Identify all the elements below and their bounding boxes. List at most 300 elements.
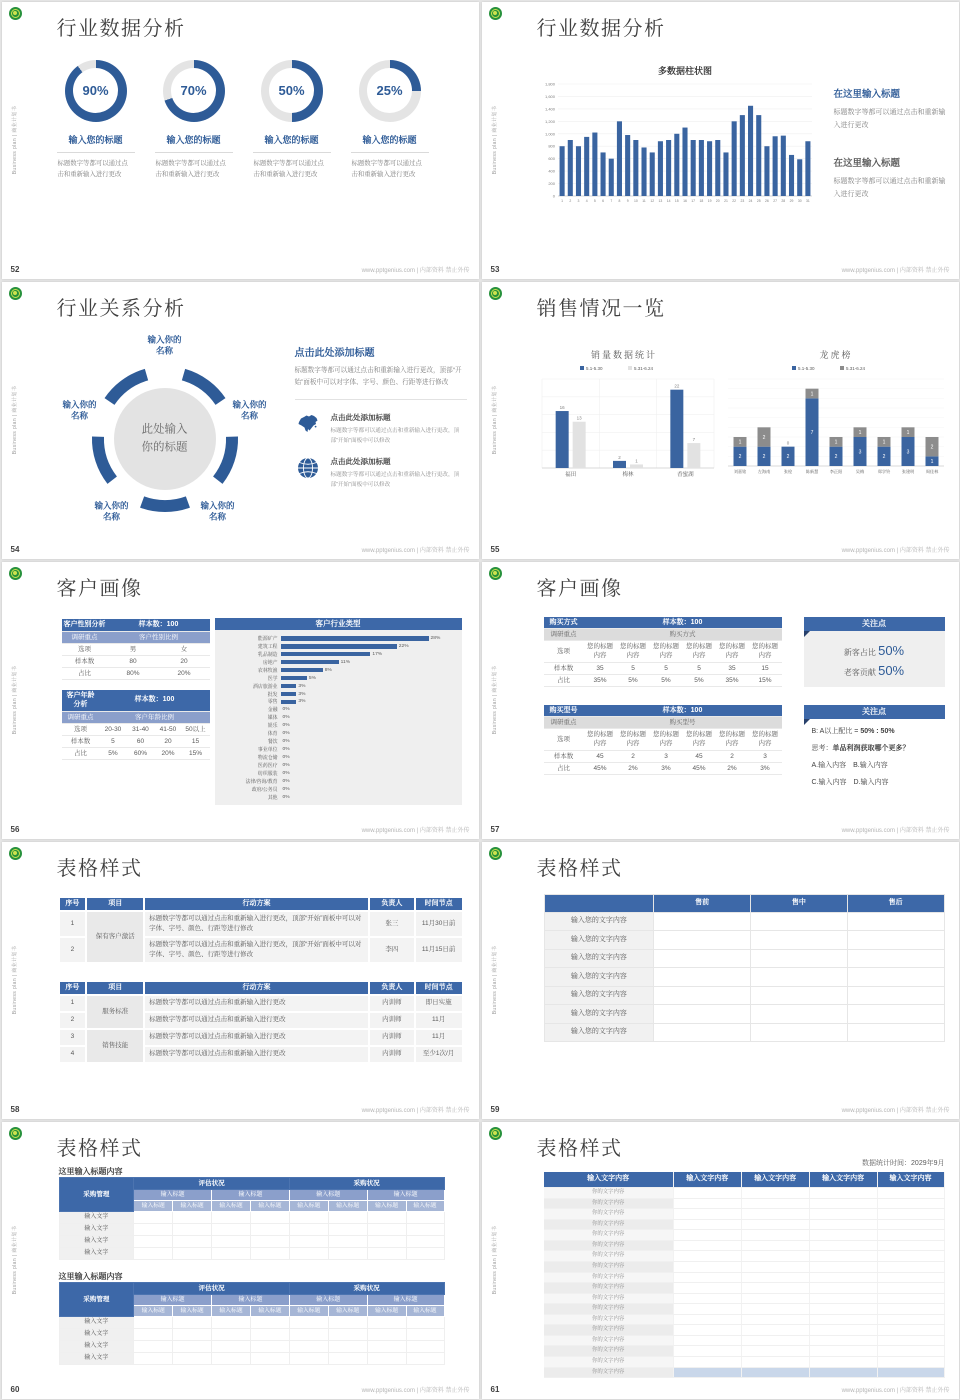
category-label: 餐饮	[267, 740, 278, 746]
table-cell: 输入文字	[59, 1212, 134, 1224]
table-cell	[654, 968, 751, 987]
table-cell	[134, 1248, 173, 1260]
svg-text:1: 1	[906, 429, 909, 436]
table-cell: 您的标题内容	[617, 641, 650, 662]
category-label: 能源矿产	[257, 636, 278, 642]
slide-57-thumbnail[interactable]	[482, 562, 959, 839]
svg-text:龙虎榜: 龙虎榜	[818, 349, 853, 360]
table-cell: 占比	[62, 748, 100, 760]
table-cell: 输入文字	[59, 1248, 134, 1260]
svg-text:28: 28	[780, 198, 785, 203]
svg-text:7: 7	[810, 429, 813, 436]
table-cell: 您的标题内容	[617, 729, 650, 750]
slide-58-thumbnail[interactable]	[2, 842, 479, 1119]
table-cell: 输入您的文字内容	[544, 968, 654, 987]
bar	[674, 133, 679, 195]
value-label: 0%	[282, 755, 290, 761]
svg-text:27: 27	[772, 198, 777, 203]
value-label: 8%	[324, 667, 332, 673]
donut-title: 输入您的标题	[155, 133, 233, 153]
svg-text:1,800: 1,800	[544, 81, 555, 86]
svg-text:1: 1	[882, 439, 885, 446]
table-cell	[134, 1329, 173, 1341]
table-cell	[673, 1209, 741, 1220]
table-cell	[809, 1325, 877, 1336]
page-title: 客户画像	[56, 577, 143, 600]
table-cell	[289, 1224, 328, 1236]
category-label: 事业单位	[257, 748, 278, 754]
wheel-node-label: 输入你的 名称	[62, 399, 97, 421]
table-cell	[741, 1261, 809, 1272]
svg-text:2: 2	[617, 454, 621, 460]
block-heading: 在这里输入标题	[833, 157, 901, 169]
chart-row	[215, 698, 462, 706]
category-label: 物流仓储	[257, 756, 278, 762]
table-cell: 售前	[654, 894, 751, 912]
table-cell: 输入文字	[59, 1317, 134, 1329]
table-cell: 女	[159, 644, 210, 656]
value-label: 3%	[298, 699, 306, 705]
table-cell: 11月15日前	[415, 937, 463, 963]
bar	[764, 146, 769, 196]
bar	[567, 140, 572, 196]
table-cell: 输入标题	[212, 1305, 251, 1316]
table-cell	[741, 1198, 809, 1209]
page-number: 61	[490, 1384, 500, 1394]
table-cell	[328, 1236, 367, 1248]
table-cell: 输入您的文字内容	[544, 912, 654, 931]
table-cell	[877, 1293, 944, 1304]
table-cell	[750, 912, 847, 931]
table-cell: 标题数字等都可以通过点击和重新输入进行更改	[144, 1012, 369, 1029]
category-label: 纺织服装	[257, 771, 278, 777]
slide-content	[482, 842, 959, 1119]
donut-chart	[65, 60, 127, 122]
page-number: 53	[490, 264, 500, 274]
matrix-table-0	[59, 1177, 445, 1261]
table-cell: 输入您的文字内容	[544, 1005, 654, 1024]
table-cell	[212, 1329, 251, 1341]
sidebar-watermark: Business plan | 商业计划书	[491, 1225, 498, 1295]
table-cell: 客户年龄分析	[62, 690, 100, 712]
table-cell	[673, 1198, 741, 1209]
slide-content	[2, 282, 479, 559]
table-cell: 序号	[59, 981, 87, 995]
bar	[666, 140, 671, 196]
slide-60-thumbnail[interactable]	[2, 1122, 479, 1399]
table-cell	[173, 1248, 212, 1260]
svg-text:吴梅: 吴梅	[855, 468, 864, 474]
table-cell	[809, 1219, 877, 1230]
table-cell: 3%	[749, 762, 782, 774]
svg-text:5.31-6.24: 5.31-6.24	[633, 365, 653, 371]
table-cell: 客户性别分析	[62, 619, 108, 632]
table-cell	[328, 1353, 367, 1365]
table-cell: 5%	[617, 674, 650, 686]
sidebar-watermark: Business plan | 商业计划书	[11, 1225, 18, 1295]
table-cell	[877, 1283, 944, 1294]
industry-chart-panel	[215, 618, 462, 805]
chart-row	[215, 777, 462, 785]
value-label: 5%	[308, 675, 316, 681]
chart-row	[215, 730, 462, 738]
bar	[281, 652, 371, 656]
table-cell: 售中	[750, 894, 847, 912]
table-cell	[654, 912, 751, 931]
table-cell	[289, 1329, 328, 1341]
svg-text:16: 16	[682, 198, 687, 203]
callout-line: A.输入内容 B.输入内容	[811, 761, 888, 769]
feature-items	[295, 399, 467, 490]
bar	[575, 146, 580, 196]
bar	[780, 135, 785, 195]
chart-row	[215, 722, 462, 730]
table-cell: 占比	[62, 668, 108, 680]
table-cell: 输入标题	[289, 1189, 367, 1200]
svg-text:200: 200	[547, 180, 555, 186]
table-cell: 输入您的文字内容	[544, 949, 654, 968]
table-cell: 你的文字内容	[544, 1335, 674, 1346]
bar	[281, 692, 297, 696]
table-cell	[173, 1212, 212, 1224]
svg-text:梅林: 梅林	[621, 471, 634, 478]
table-cell	[877, 1357, 944, 1368]
table-cell: 输入标题	[134, 1294, 212, 1305]
table-cell: 标题数字等都可以通过点击和重新输入进行更改，顶部“开始”面板中可以对字体、字号、颜色、行距等进行修改	[144, 937, 369, 963]
table-cell: 输入文字内容	[673, 1172, 741, 1188]
table	[544, 894, 945, 1043]
table	[59, 1282, 445, 1366]
text-block	[834, 155, 946, 202]
table-cell: 评估状况	[134, 1282, 290, 1294]
value-label: 11%	[340, 659, 351, 665]
bar	[584, 136, 589, 195]
svg-text:23: 23	[739, 198, 744, 203]
table-cell	[750, 931, 847, 950]
table-cell	[809, 1357, 877, 1368]
svg-text:李正阳: 李正阳	[829, 468, 842, 474]
table-cell: 你的文字内容	[544, 1283, 674, 1294]
table-cell: 20-30	[100, 724, 127, 736]
page-title: 销售情况一览	[536, 297, 666, 320]
purchase-table-1	[544, 705, 782, 775]
slide-footer: www.pptgenius.com | 内部资料 禁止外传	[361, 1107, 470, 1114]
table-cell: 您的标题内容	[650, 729, 683, 750]
donut-percent-label: 50%	[278, 83, 305, 98]
donut-title: 输入您的标题	[57, 133, 135, 153]
table-cell: 2%	[617, 762, 650, 774]
multi-bar-chart	[528, 62, 840, 222]
slide-footer: www.pptgenius.com | 内部资料 禁止外传	[841, 547, 950, 554]
table-cell	[750, 1023, 847, 1042]
svg-text:2: 2	[568, 198, 571, 203]
table-cell	[750, 1005, 847, 1024]
svg-text:11: 11	[641, 198, 646, 203]
table-cell	[134, 1353, 173, 1365]
table-cell: 售后	[847, 894, 944, 912]
category-label: 其他	[267, 795, 278, 801]
table-cell: 4	[59, 1046, 87, 1063]
table-cell: 购买方式	[584, 629, 782, 641]
table-cell: 即日实施	[415, 995, 463, 1012]
table-cell: 输入文字内容	[877, 1172, 944, 1188]
table-cell	[673, 1251, 741, 1262]
table-cell	[134, 1224, 173, 1236]
table-cell	[289, 1212, 328, 1224]
text-blocks	[834, 86, 946, 203]
value-label: 0%	[282, 762, 290, 768]
table-cell: 输入文字	[59, 1236, 134, 1248]
data-period-note: 数据统计时间：2029年9月	[862, 1159, 945, 1167]
table-cell: 35%	[584, 674, 617, 686]
page-title: 表格样式	[56, 1137, 143, 1160]
table-cell: 你的文字内容	[544, 1325, 674, 1336]
svg-text:5: 5	[593, 198, 596, 203]
svg-text:29: 29	[789, 198, 793, 203]
table	[58, 980, 464, 1064]
table-cell	[173, 1341, 212, 1353]
donut-item	[248, 60, 336, 182]
table-cell	[741, 1240, 809, 1251]
table-cell: 2%	[716, 762, 749, 774]
slide-content	[2, 1122, 479, 1399]
table-cell	[673, 1335, 741, 1346]
slide-55-thumbnail[interactable]	[482, 282, 959, 559]
feature-title: 点击此处添加标题	[330, 456, 391, 466]
table-cell: 购买型号	[544, 705, 584, 717]
table-cell: 输入标题	[250, 1200, 289, 1211]
bar	[608, 158, 613, 195]
svg-text:陈新慧: 陈新慧	[805, 468, 818, 474]
bar	[625, 135, 630, 196]
table-cell: 调研重点	[544, 717, 584, 729]
table-cell: 你的文字内容	[544, 1188, 674, 1199]
svg-text:1: 1	[634, 457, 638, 463]
chart-row	[215, 650, 462, 658]
slide-59-thumbnail[interactable]	[482, 842, 959, 1119]
table-cell	[809, 1230, 877, 1241]
table-cell	[877, 1198, 944, 1209]
svg-text:17: 17	[690, 198, 695, 203]
svg-text:13: 13	[658, 198, 662, 203]
table-cell	[877, 1272, 944, 1283]
table-cell: 输入标题	[212, 1200, 251, 1211]
chart-row	[215, 642, 462, 650]
slide-53-thumbnail[interactable]	[482, 2, 959, 279]
slide-52-thumbnail[interactable]	[2, 2, 479, 279]
table-cell: 输入文字内容	[544, 1172, 674, 1188]
table-cell	[847, 968, 944, 987]
bar	[805, 141, 810, 196]
sidebar-watermark: Business plan | 商业计划书	[11, 385, 18, 455]
table-cell	[134, 1317, 173, 1329]
table-cell: 15	[749, 662, 782, 674]
svg-text:1,400: 1,400	[544, 105, 555, 111]
sidebar-watermark: Business plan | 商业计划书	[491, 945, 498, 1015]
table-cell	[173, 1329, 212, 1341]
table-cell: 输入标题	[134, 1200, 173, 1211]
table	[59, 1177, 445, 1261]
table-cell	[250, 1353, 289, 1365]
profile-table-1	[62, 690, 210, 761]
stacked-bar-chart	[726, 346, 946, 500]
chart-row	[215, 754, 462, 762]
table-cell: 样本数：100	[108, 619, 210, 632]
svg-text:26: 26	[764, 198, 769, 203]
globe-icon	[295, 456, 322, 480]
category-label: 医药医疗	[257, 763, 278, 769]
donut-percent-label: 90%	[82, 83, 109, 98]
wheel-node-label: 输入你的 名称	[94, 500, 129, 522]
slide-54-thumbnail[interactable]	[2, 282, 479, 559]
table-cell	[673, 1314, 741, 1325]
table-cell	[809, 1314, 877, 1325]
table-cell	[750, 986, 847, 1005]
wheel-arc	[142, 502, 188, 506]
table-cell: 你的文字内容	[544, 1240, 674, 1251]
table-cell	[406, 1341, 444, 1353]
table-cell: 5%	[650, 674, 683, 686]
svg-text:400: 400	[547, 168, 555, 174]
sidebar-watermark: Business plan | 商业计划书	[491, 105, 498, 175]
donut-title: 输入您的标题	[351, 133, 429, 153]
table-cell: 内训师	[369, 1046, 415, 1063]
table-cell: 你的文字内容	[544, 1209, 674, 1220]
sidebar-watermark: Business plan | 商业计划书	[11, 945, 18, 1015]
table-cell	[809, 1367, 877, 1378]
table-cell: 输入标题	[134, 1189, 212, 1200]
bar	[756, 115, 761, 196]
svg-text:3: 3	[858, 448, 861, 455]
category-label: 法律/咨询/教育	[245, 779, 278, 785]
table-cell: 选项	[544, 641, 584, 662]
chart-row	[215, 793, 462, 801]
table-cell: 35	[584, 662, 617, 674]
category-label: 建筑工程	[257, 644, 278, 650]
svg-text:2: 2	[762, 434, 765, 441]
table-cell: 输入文字	[59, 1341, 134, 1353]
table-cell: 35%	[716, 674, 749, 686]
table-cell	[212, 1341, 251, 1353]
table-cell	[809, 1188, 877, 1199]
page-title: 行业数据分析	[56, 17, 186, 40]
table-cell	[877, 1325, 944, 1336]
table-cell	[673, 1357, 741, 1368]
table-cell	[654, 1005, 751, 1024]
slide-content	[482, 1122, 959, 1399]
table-cell	[654, 1023, 751, 1042]
table-cell	[877, 1346, 944, 1357]
table-cell: 负责人	[369, 981, 415, 995]
value-label: 0%	[282, 786, 290, 792]
callout-line: 思考：单品利润获取哪个更多？	[811, 744, 910, 752]
table-cell: 41-50	[154, 724, 181, 736]
svg-text:张栓: 张栓	[783, 468, 792, 474]
table-cell: 45	[683, 750, 716, 762]
table-cell	[250, 1236, 289, 1248]
table-cell: 输入标题	[328, 1200, 367, 1211]
bar	[281, 700, 297, 704]
table-cell: 20%	[159, 668, 210, 680]
table-cell: 80	[108, 656, 159, 668]
section-body: 标题数字等都可以通过点击和重新输入进行更改，顶部“开始”面板中可以对字体、字号、颜色、行距等进行修改	[294, 366, 462, 387]
table-cell: 你的文字内容	[544, 1219, 674, 1230]
svg-text:25: 25	[756, 198, 761, 203]
bar	[657, 141, 662, 196]
table-cell: 样本数：100	[100, 690, 210, 712]
table-cell: 5	[683, 662, 716, 674]
table-cell	[877, 1219, 944, 1230]
svg-text:销量数据统计: 销量数据统计	[590, 349, 657, 360]
svg-text:0: 0	[552, 193, 555, 198]
chart-title: 客户行业类型	[215, 618, 462, 630]
bar	[281, 668, 323, 672]
table-cell	[809, 1240, 877, 1251]
table-cell: 45%	[584, 762, 617, 774]
page-number: 60	[10, 1384, 20, 1394]
table-cell	[212, 1317, 251, 1329]
table-cell	[212, 1224, 251, 1236]
svg-text:郑学铃: 郑学铃	[877, 468, 890, 474]
table-cell	[654, 931, 751, 950]
table-cell: 31-40	[126, 724, 154, 736]
svg-text:周佳林: 周佳林	[925, 468, 938, 474]
table-cell: 调研重点	[62, 632, 108, 644]
bar	[690, 140, 695, 196]
chart-row	[215, 666, 462, 674]
table-cell	[250, 1317, 289, 1329]
table-cell: 选项	[544, 729, 584, 750]
svg-text:6: 6	[601, 198, 604, 203]
table	[544, 1172, 945, 1379]
bar	[281, 684, 297, 688]
table-cell	[134, 1212, 173, 1224]
table-cell: 占比	[544, 674, 584, 686]
table-cell: 2	[59, 1012, 87, 1029]
category-label: 金融	[267, 708, 278, 714]
table-cell: 占比	[544, 762, 584, 774]
table	[544, 617, 782, 687]
table-cell	[877, 1304, 944, 1315]
svg-text:1,200: 1,200	[544, 118, 555, 124]
table-cell: 5%	[100, 748, 127, 760]
chart-body	[215, 630, 462, 802]
table-cell: 采购管理	[59, 1282, 134, 1317]
slide-61-thumbnail[interactable]	[482, 1122, 959, 1399]
table-cell: 保有客户激活	[86, 911, 144, 963]
table-cell	[809, 1251, 877, 1262]
bar	[715, 140, 720, 196]
table-cell: 20%	[154, 748, 181, 760]
section-heading: 点击此处添加标题	[294, 347, 375, 359]
page-number: 56	[10, 824, 20, 834]
table-cell: 您的标题内容	[716, 641, 749, 662]
page-title: 客户画像	[536, 577, 623, 600]
table-cell	[173, 1317, 212, 1329]
slide-footer: www.pptgenius.com | 内部资料 禁止外传	[361, 267, 470, 274]
feature-body: 标题数字等都可以通过点击和重新输入进行更改，顶部“开始”面板中可以修改	[330, 471, 460, 488]
table-cell	[250, 1212, 289, 1224]
page-title: 行业关系分析	[56, 297, 186, 320]
table-cell: 11月30日前	[415, 911, 463, 937]
slide-56-thumbnail[interactable]	[2, 562, 479, 839]
bar	[281, 676, 307, 680]
value-label: 0%	[282, 739, 290, 745]
svg-text:1,000: 1,000	[544, 130, 555, 136]
table-cell: 样本数	[544, 750, 584, 762]
table-cell	[250, 1248, 289, 1260]
table-cell: 45	[584, 750, 617, 762]
